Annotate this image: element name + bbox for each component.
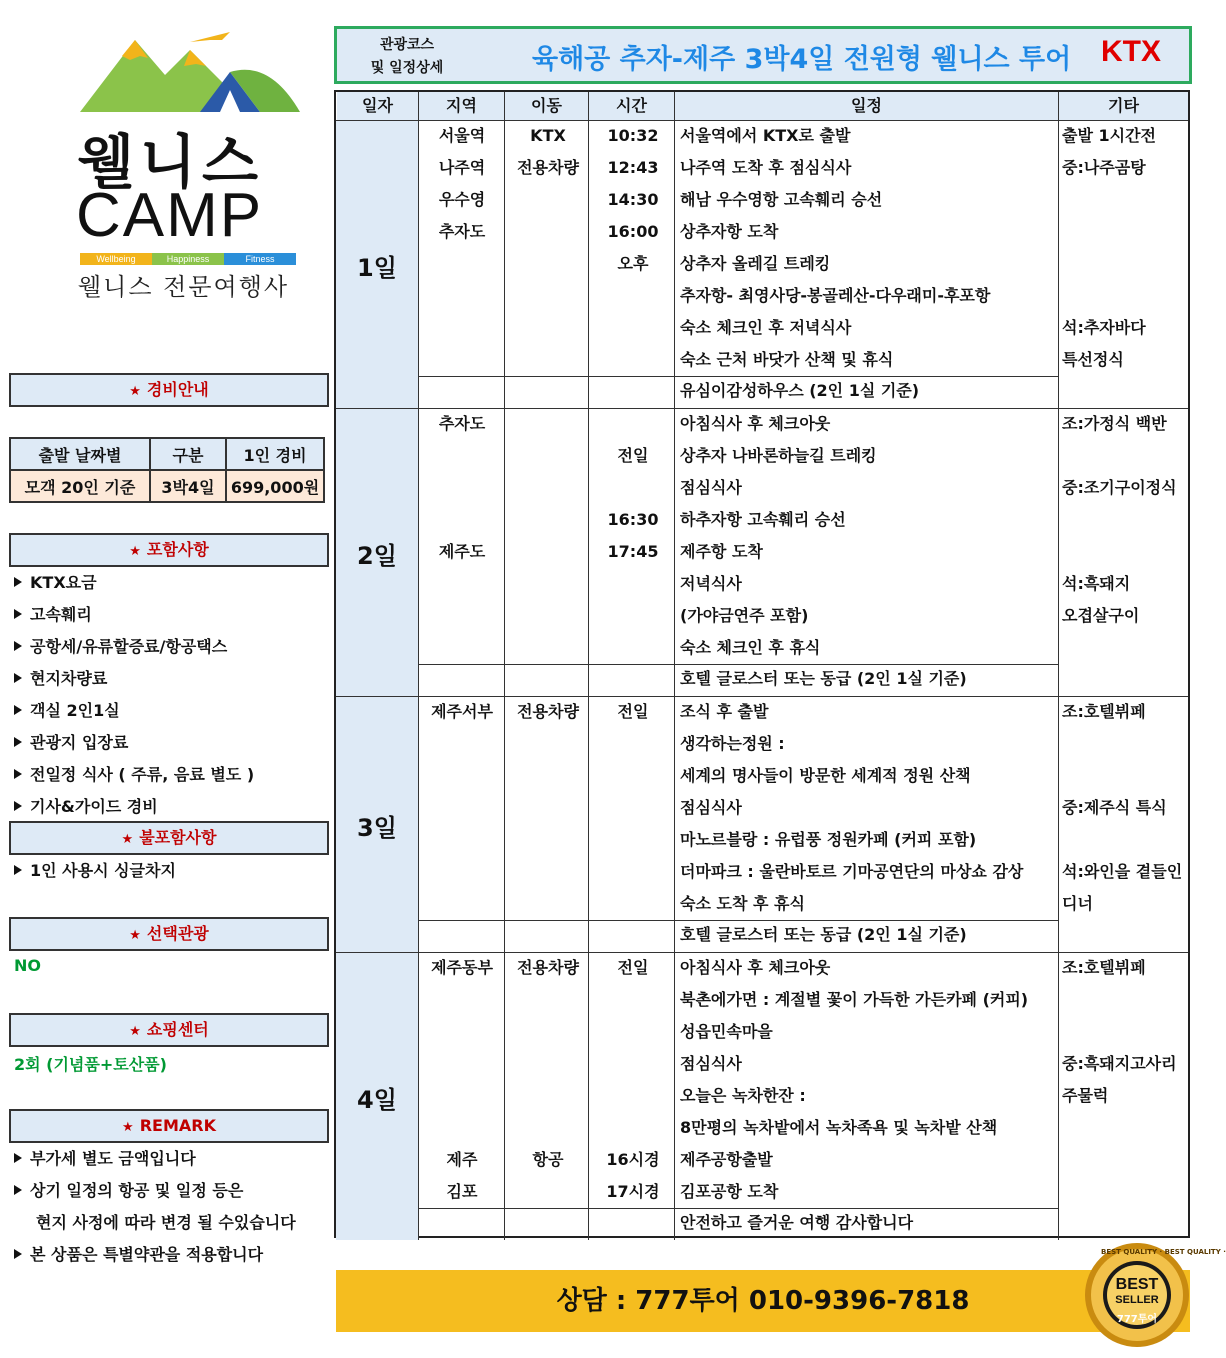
region-cell: 제주도 [438, 542, 486, 561]
remark-heading-label: REMARK [139, 1116, 216, 1135]
time-cell: 오후 [617, 254, 649, 273]
optional-heading [9, 917, 329, 951]
schedule-cell: 해남 우수영항 고속훼리 승선 [680, 190, 883, 209]
include-item [14, 794, 158, 817]
fee-cell: 모객 20인 기준 [10, 470, 150, 502]
region-cell: 제주서부 [431, 702, 493, 721]
optional-heading-label: 선택관광 [146, 924, 209, 943]
schedule-cell: 세계의 명사들이 방문한 세계적 정원 산책 [680, 766, 971, 785]
include-item [14, 570, 97, 593]
transport-cell: KTX [530, 126, 566, 145]
bullet-icon [14, 801, 22, 811]
itinerary-table [334, 90, 1190, 1238]
column-divider [418, 92, 419, 1240]
bullet-icon [14, 705, 22, 715]
column-divider [674, 92, 675, 1240]
column-header: 시간 [589, 92, 674, 120]
meal-note-cell: 조:가정식 백반 [1062, 414, 1167, 433]
contact-bar [336, 1270, 1190, 1332]
transport-cell: 전용차량 [517, 958, 579, 977]
column-divider [1058, 92, 1059, 1240]
region-cell: 제주 [446, 1150, 478, 1169]
bullet-icon [14, 577, 22, 587]
schedule-cell: 조식 후 출발 [680, 702, 769, 721]
schedule-cell: 나주역 도착 후 점심식사 [680, 158, 852, 177]
include-item-label: 기사&가이드 경비 [30, 797, 158, 816]
best-seller-badge [1083, 1240, 1226, 1350]
transport-cell: 전용차량 [517, 702, 579, 721]
accommodation-cell: 유심이감성하우스 (2인 1실 기준) [680, 381, 920, 400]
region-cell: 김포 [446, 1182, 478, 1201]
bullet-icon [14, 1153, 22, 1163]
meal-note-cell: 오겹살구이 [1062, 606, 1140, 625]
bullet-icon [14, 673, 22, 683]
contact-text: 상담 : 777투어 010-9396-7818 [556, 1286, 970, 1316]
ktx-tag: KTX [1101, 35, 1161, 68]
accommodation-cell: 호텔 글로스터 또는 동급 (2인 1실 기준) [680, 669, 967, 688]
shopping-heading-label: 쇼핑센터 [146, 1020, 209, 1039]
schedule-cell: 점심식사 [680, 478, 742, 497]
time-cell: 12:43 [607, 158, 659, 177]
region-cell: 나주역 [438, 158, 486, 177]
bullet-icon [14, 1185, 22, 1195]
shopping-heading [9, 1013, 329, 1047]
fee-cell: 3박4일 [150, 470, 226, 502]
bullet-icon [14, 609, 22, 619]
logo-camp: CAMP [76, 181, 264, 250]
star-icon: ★ [129, 544, 141, 559]
bullet-icon [14, 865, 22, 875]
exclude-item-label: 1인 사용시 싱글차지 [30, 861, 176, 880]
region-cell: 제주동부 [431, 958, 493, 977]
column-header: 이동 [505, 92, 588, 120]
include-item [14, 634, 227, 657]
time-cell: 전일 [617, 702, 649, 721]
schedule-cell: 성읍민속마을 [680, 1022, 773, 1041]
badge-seller: SELLER [1115, 1294, 1159, 1306]
day-label: 3일 [357, 814, 397, 842]
row-divider [336, 120, 1188, 121]
schedule-cell: 숙소 도착 후 휴식 [680, 894, 805, 913]
include-item-label: 전일정 식사 ( 주류, 음료 별도 ) [30, 765, 255, 784]
time-cell: 14:30 [607, 190, 659, 209]
fee-header: 1인 경비 [226, 438, 324, 470]
schedule-cell: 점심식사 [680, 1054, 742, 1073]
logo-tag-bar [80, 253, 296, 265]
schedule-cell: 북촌에가면 : 계절별 꽃이 가득한 가든카페 (커피) [680, 990, 1029, 1009]
logo-tag: Wellbeing [80, 253, 152, 265]
region-cell: 추자도 [438, 222, 486, 241]
transport-cell: 항공 [532, 1150, 564, 1169]
fee-cell: 699,000원 [226, 470, 324, 502]
schedule-cell: 더마파크 : 울란바토르 기마공연단의 마상쇼 감상 [680, 862, 1024, 881]
schedule-cell: 생각하는정원 : [680, 734, 785, 753]
time-cell: 17시경 [606, 1182, 660, 1201]
include-item [14, 698, 120, 721]
star-icon: ★ [129, 1024, 141, 1039]
schedule-cell: (가야금연주 포함) [680, 606, 809, 625]
optional-value: NO [14, 956, 41, 975]
accommodation-cell: 안전하고 즐거운 여행 감사합니다 [680, 1213, 914, 1232]
tour-banner [334, 26, 1192, 84]
logo-tag: Happiness [152, 253, 224, 265]
row-divider [418, 664, 1058, 665]
fee-heading-label: 경비안내 [146, 380, 209, 399]
meal-note-cell: 디너 [1062, 894, 1093, 913]
meal-note-cell: 중:나주곰탕 [1062, 158, 1146, 177]
fee-heading [9, 373, 329, 407]
bullet-icon [14, 1249, 22, 1259]
schedule-cell: 저녁식사 [680, 574, 742, 593]
region-cell: 서울역 [438, 126, 486, 145]
include-item-label: 현지차량료 [30, 669, 108, 688]
day-label: 1일 [357, 254, 397, 282]
schedule-cell: 김포공항 도착 [680, 1182, 779, 1201]
meal-note-cell: 중:조기구이정식 [1062, 478, 1177, 497]
meal-note-cell: 조:호텔뷔페 [1062, 702, 1146, 721]
transport-cell: 전용차량 [517, 158, 579, 177]
time-cell: 16:30 [607, 510, 659, 529]
schedule-cell: 오늘은 녹차한잔 : [680, 1086, 806, 1105]
schedule-cell: 상추자항 도착 [680, 222, 779, 241]
schedule-cell: 추자항- 최영사당-봉골레산-다우래미-후포항 [680, 286, 991, 305]
remark-item [14, 1242, 263, 1265]
column-header: 일정 [675, 92, 1058, 120]
include-item-label: 객실 2인1실 [30, 701, 120, 720]
schedule-cell: 하추자항 고속훼리 승선 [680, 510, 846, 529]
meal-note-cell: 석:흑돼지 [1062, 574, 1131, 593]
banner-label: 및 일정상세 [370, 60, 444, 76]
tour-title: 육해공 추자-제주 3박4일 전원형 웰니스 투어 [532, 44, 1072, 75]
time-cell: 16시경 [606, 1150, 660, 1169]
column-header: 기타 [1059, 92, 1188, 120]
badge-ring-text: BEST QUALITY · BEST QUALITY · [1101, 1248, 1226, 1256]
remark-item-label: 부가세 별도 금액입니다 [30, 1149, 196, 1168]
includes-heading [9, 533, 329, 567]
logo-subtitle: 웰니스 전문여행사 [78, 273, 290, 301]
banner-label: 관광코스 [379, 37, 435, 53]
schedule-cell: 8만평의 녹차밭에서 녹차족욕 및 녹차밭 산책 [680, 1118, 998, 1137]
badge-best: BEST [1115, 1276, 1159, 1293]
remark-item-label: 상기 일정의 항공 및 일정 등은 [30, 1181, 244, 1200]
include-item-label: KTX요금 [30, 573, 97, 592]
fee-header: 출발 날짜별 [10, 438, 150, 470]
include-item [14, 730, 128, 753]
include-item [14, 666, 107, 689]
remark-item [14, 1178, 243, 1201]
column-header: 지역 [419, 92, 504, 120]
star-icon: ★ [129, 384, 141, 399]
remark-heading [9, 1109, 329, 1143]
schedule-cell: 아침식사 후 체크아웃 [680, 414, 831, 433]
airplane-icon [190, 32, 230, 42]
accommodation-cell: 호텔 글로스터 또는 동급 (2인 1실 기준) [680, 925, 967, 944]
meal-note-cell: 주물럭 [1062, 1086, 1109, 1105]
remark-item-label: 본 상품은 특별약관을 적용합니다 [30, 1245, 264, 1264]
time-cell: 10:32 [607, 126, 659, 145]
row-divider [418, 920, 1058, 921]
badge-brand: 777투어 [1116, 1314, 1158, 1325]
meal-note-cell: 조:호텔뷔페 [1062, 958, 1146, 977]
exclude-item [14, 858, 176, 881]
logo-title: 웰니스 [78, 128, 265, 196]
mountain-tent-logo-icon [60, 20, 310, 120]
logo-tag: Fitness [224, 253, 296, 265]
star-icon: ★ [121, 832, 134, 847]
schedule-cell: 숙소 체크인 후 저녁식사 [680, 318, 852, 337]
include-item-label: 관광지 입장료 [30, 733, 129, 752]
meal-note-cell: 중:제주식 특식 [1062, 798, 1167, 817]
meal-note-cell: 중:흑돼지고사리 [1062, 1054, 1177, 1073]
include-item-label: 고속훼리 [30, 605, 92, 624]
schedule-cell: 상추자 올레길 트레킹 [680, 254, 831, 273]
star-icon: ★ [129, 928, 141, 943]
row-divider [336, 408, 1188, 409]
shopping-value: 2회 (기념품+토산품) [14, 1055, 167, 1074]
meal-note-cell: 출발 1시간전 [1062, 126, 1156, 145]
remark-item-continued: 현지 사정에 따라 변경 될 수있습니다 [36, 1213, 296, 1232]
fee-header: 구분 [150, 438, 226, 470]
schedule-cell: 상추자 나바론하늘길 트레킹 [680, 446, 877, 465]
schedule-cell: 서울역에서 KTX로 출발 [680, 126, 851, 145]
includes-heading-label: 포함사항 [146, 540, 209, 559]
include-item-label: 공항세/유류할증료/항공택스 [30, 637, 228, 656]
column-divider [504, 92, 505, 1240]
schedule-cell: 제주항 도착 [680, 542, 763, 561]
schedule-cell: 제주공항출발 [680, 1150, 773, 1169]
row-divider [336, 952, 1188, 953]
time-cell: 17:45 [607, 542, 659, 561]
excludes-heading-label: 불포함사항 [139, 828, 217, 847]
time-cell: 전일 [617, 446, 649, 465]
column-header: 일자 [337, 92, 418, 120]
fee-table [9, 437, 325, 503]
region-cell: 추자도 [438, 414, 486, 433]
include-item [14, 602, 92, 625]
include-item [14, 762, 254, 785]
schedule-cell: 아침식사 후 체크아웃 [680, 958, 831, 977]
schedule-cell: 점심식사 [680, 798, 742, 817]
meal-note-cell: 특선정식 [1062, 350, 1124, 369]
bullet-icon [14, 769, 22, 779]
day-label: 2일 [357, 542, 397, 570]
bullet-icon [14, 737, 22, 747]
remark-item [14, 1146, 196, 1169]
row-divider [418, 376, 1058, 377]
star-icon: ★ [122, 1120, 134, 1135]
row-divider [418, 1208, 1058, 1209]
meal-note-cell: 석:와인을 곁들인 [1062, 862, 1183, 881]
time-cell: 16:00 [607, 222, 659, 241]
day-label: 4일 [357, 1086, 397, 1114]
column-divider [588, 92, 589, 1240]
row-divider [336, 696, 1188, 697]
bullet-icon [14, 641, 22, 651]
time-cell: 전일 [617, 958, 649, 977]
company-logo [60, 20, 310, 310]
schedule-cell: 숙소 체크인 후 휴식 [680, 638, 821, 657]
excludes-heading [9, 821, 329, 855]
region-cell: 우수영 [438, 190, 486, 209]
meal-note-cell: 석:추자바다 [1062, 318, 1146, 337]
schedule-cell: 숙소 근처 바닷가 산책 및 휴식 [680, 350, 894, 369]
schedule-cell: 마노르블랑 : 유럽풍 정원카페 (커피 포함) [680, 830, 977, 849]
